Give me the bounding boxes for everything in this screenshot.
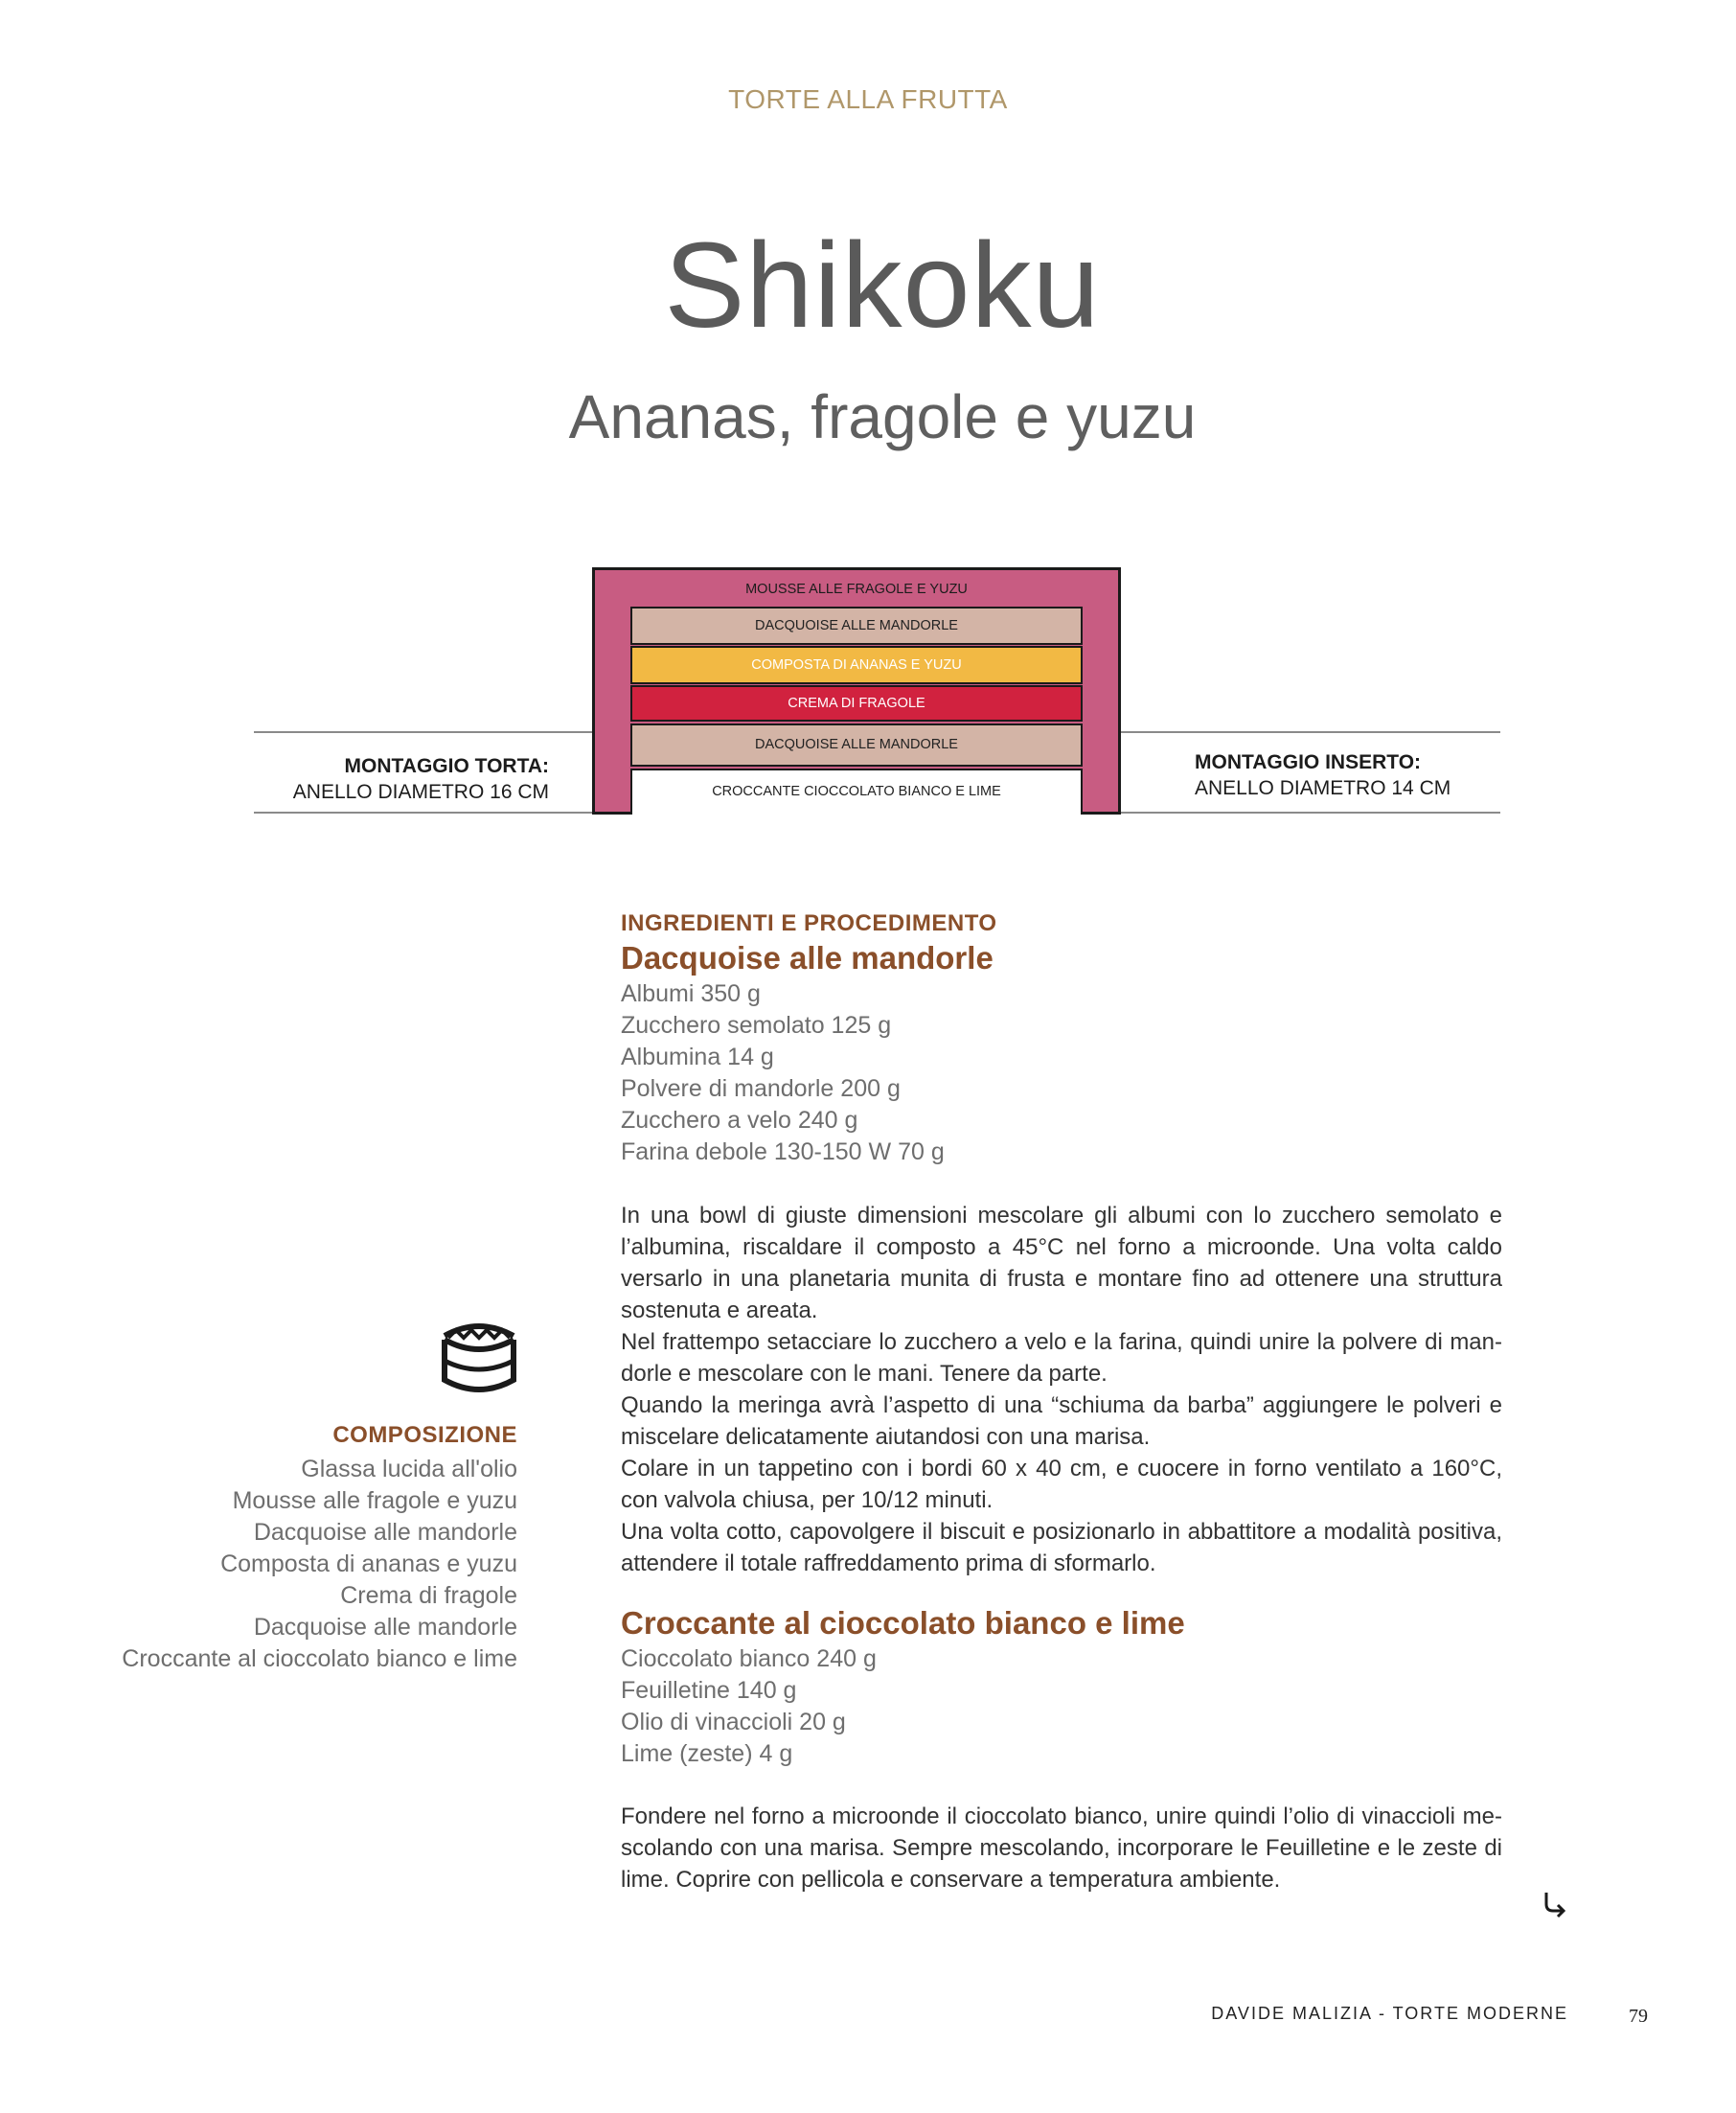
composition-item: Croccante al cioccolato bianco e lime: [122, 1645, 517, 1672]
layer-4-label: DACQUOISE ALLE MANDORLE: [755, 737, 958, 752]
layer-2-label: COMPOSTA DI ANANAS E YUZU: [751, 657, 962, 673]
footer-text: DAVIDE MALIZIA - TORTE MODERNE: [1211, 2004, 1568, 2023]
section-title-croccante: Croccante al cioccolato bianco e lime: [621, 1605, 1185, 1641]
cake-icon: [435, 1317, 523, 1401]
composition-item: Composta di ananas e yuzu: [220, 1550, 517, 1577]
procedure-paragraph: Nel frattempo setacciare lo zucchero a velo e la farina, quindi unire la polvere di man-dorle e mescolare con le mani. Tenere da parte.: [621, 1329, 1502, 1387]
page-number: 79: [1629, 2006, 1648, 2027]
procedure-croccante: [621, 1801, 1502, 1895]
layer-1-label: DACQUOISE ALLE MANDORLE: [755, 618, 958, 633]
montaggio-torta: [254, 753, 549, 805]
ingredients-dacquoise: [621, 978, 1483, 1168]
montaggio-inserto-heading: MONTAGGIO INSERTO:: [1195, 751, 1422, 773]
section-label: TORTE ALLA FRUTTA: [728, 84, 1008, 114]
page-title: Shikoku: [664, 218, 1101, 353]
layer-5: [630, 769, 1083, 815]
layer-5-label: CROCCANTE CIOCCOLATO BIANCO E LIME: [712, 784, 1001, 799]
section-title-dacquoise: Dacquoise alle mandorle: [621, 940, 994, 976]
ingredient-item: Zucchero a velo 240 g: [621, 1107, 858, 1134]
composition-item: Crema di fragole: [340, 1582, 517, 1609]
montaggio-inserto-value: ANELLO DIAMETRO 14 CM: [1195, 777, 1451, 799]
ingredient-item: Farina debole 130-150 W 70 g: [621, 1138, 945, 1165]
ingredient-item: Cioccolato bianco 240 g: [621, 1645, 877, 1672]
ingredient-item: Lime (zeste) 4 g: [621, 1740, 793, 1767]
composition-item: Glassa lucida all'olio: [301, 1456, 517, 1482]
ingredient-item: Zucchero semolato 125 g: [621, 1012, 892, 1039]
composition-item: Dacquoise alle mandorle: [253, 1614, 517, 1641]
procedure-paragraph: Fondere nel forno a microonde il cioccolato bianco, unire quindi l’olio di vinaccioli me-scolando con una marisa. Sempre mescolando, incorporare le Feuilletine e le zeste di lime. Coprire con pellicola e conservare a temperatura ambiente.: [621, 1803, 1502, 1893]
ingredient-item: Olio di vinaccioli 20 g: [621, 1709, 846, 1735]
composition-item: Dacquoise alle mandorle: [253, 1519, 517, 1546]
layer-2: [630, 646, 1083, 684]
procedure-paragraph: Una volta cotto, capovolgere il biscuit e posizionarlo in abbattitore a modalità positiva, attendere il totale raffreddamento prima di sformarlo.: [621, 1519, 1502, 1576]
procedure-dacquoise: [621, 1200, 1502, 1579]
recipe-heading: INGREDIENTI E PROCEDIMENTO: [621, 910, 997, 936]
montaggio-torta-heading: MONTAGGIO TORTA:: [344, 755, 549, 777]
layer-4: [630, 723, 1083, 767]
ingredient-item: Albumi 350 g: [621, 980, 761, 1007]
layer-3-label: CREMA DI FRAGOLE: [788, 696, 925, 711]
procedure-paragraph: Quando la meringa avrà l’aspetto di una “schiuma da barba” aggiungere le polveri e miscelare delicatamente aiutandosi con una marisa.: [621, 1392, 1502, 1450]
composition-item: Mousse alle fragole e yuzu: [232, 1487, 517, 1514]
layer-3: [630, 685, 1083, 722]
ingredient-item: Albumina 14 g: [621, 1044, 774, 1070]
cake-diagram: [592, 567, 1121, 815]
ingredients-croccante: [621, 1643, 1483, 1770]
composition-heading: COMPOSIZIONE: [332, 1422, 517, 1448]
composition-list: [96, 1454, 517, 1675]
arrow-turn-icon: [1539, 1890, 1567, 1918]
ingredient-item: Feuilletine 140 g: [621, 1677, 797, 1704]
ingredient-item: Polvere di mandorle 200 g: [621, 1075, 901, 1102]
layer-mousse-label: MOUSSE ALLE FRAGOLE E YUZU: [745, 582, 968, 597]
procedure-paragraph: Colare in un tappetino con i bordi 60 x 40 cm, e cuocere in forno ventilato a 160°C, con valvola chiusa, per 10/12 minuti.: [621, 1456, 1502, 1513]
layer-1: [630, 607, 1083, 645]
page-subtitle: Ananas, fragole e yuzu: [568, 382, 1197, 451]
procedure-paragraph: In una bowl di giuste dimensioni mescolare gli albumi con lo zucchero semolato e l’albumina, riscaldare il composto a 45°C nel forno a microonde. Una volta caldo versarlo in una planetaria munita di frusta e montare fino ad ottenere una struttura sostenuta e areata.: [621, 1203, 1502, 1323]
montaggio-inserto: [1195, 749, 1501, 801]
montaggio-torta-value: ANELLO DIAMETRO 16 CM: [292, 781, 549, 803]
